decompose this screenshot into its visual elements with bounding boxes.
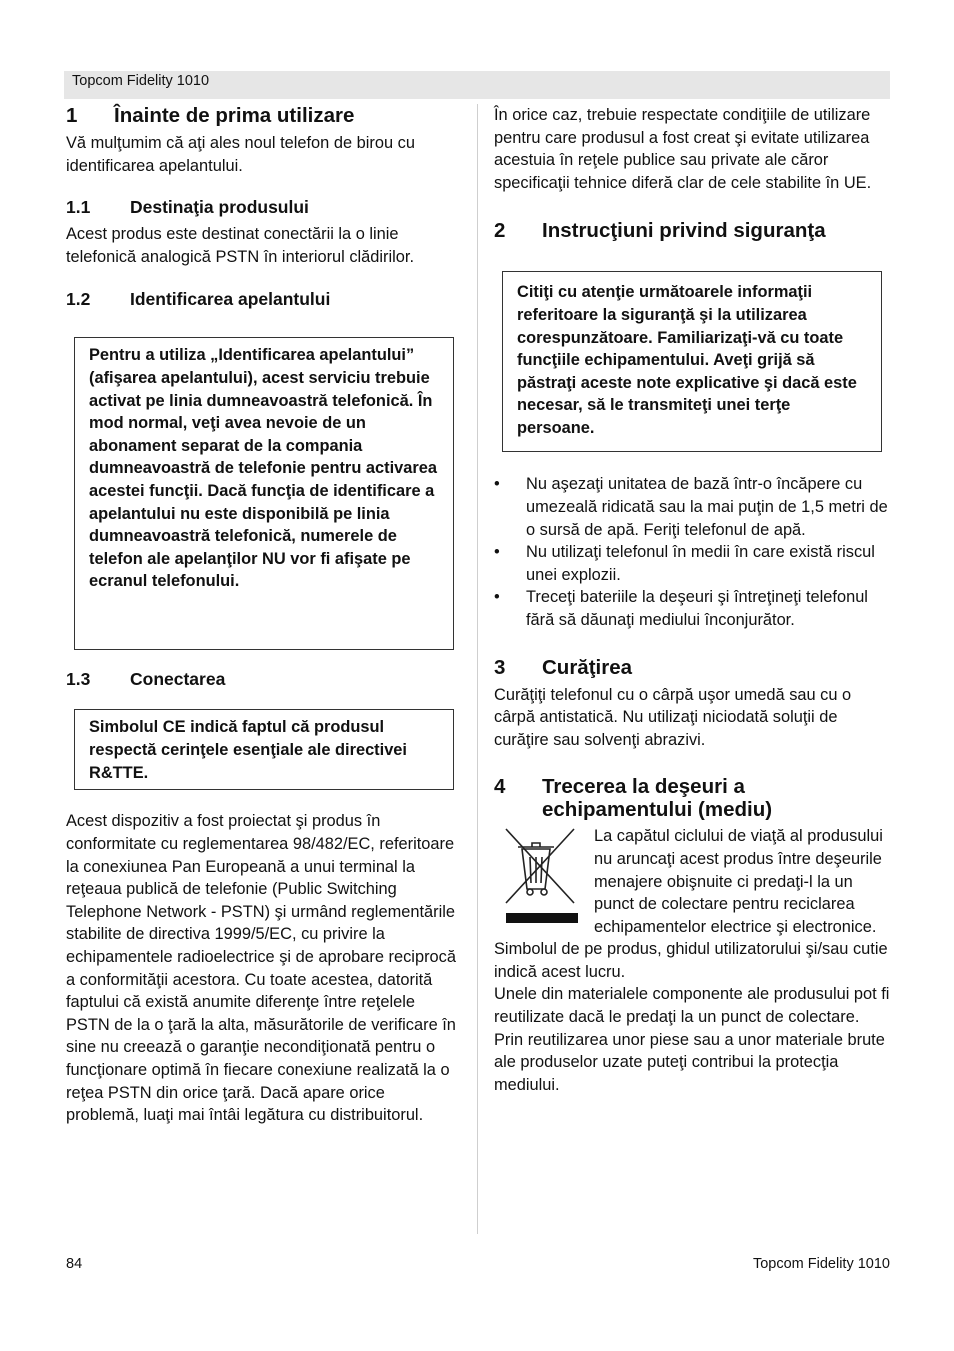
list-item-text: Nu aşezaţi unitatea de bază într-o încăpere cu umezeală ridicată sau la mai puţin de 1,5 metri de o sursă de apă. Feriţi telefonul de apă. xyxy=(526,475,888,539)
section-title: Conectarea xyxy=(130,669,226,690)
section-number: 4 xyxy=(494,775,506,799)
ce-notice-box xyxy=(74,709,454,790)
footer-title: Topcom Fidelity 1010 xyxy=(752,1256,890,1272)
ce-notice-text: Simbolul CE indică faptul că produsul respectă cerinţele esenţiale ale directivei R&TTE. xyxy=(89,718,407,782)
running-header xyxy=(64,71,890,99)
safety-notice-text: Citiţi cu atenţie următoarele informaţii referitoare la siguranţă şi la utilizarea corespunzătoare. Familiarizaţi-vă cu toate funcţiile echipamentului. Aveţi grijă să păstraţi aceste note explicative şi dacă este necesar, să le transmiteţi unei terţe persoane. xyxy=(517,283,857,437)
section-title: Trecerea la deşeuri a echipamentului (mediu) xyxy=(542,775,773,822)
section-1-heading xyxy=(66,104,460,127)
section-1-1-heading xyxy=(66,196,460,218)
disposal-text-2: Unele din materialele componente ale produsului pot fi reutilizate dacă le predaţi la un punct de colectare. Prin reutilizarea unor piese sau a unor materiale brute ale produselor uzate puteţi contribui la protecţia mediului. xyxy=(494,985,890,1094)
caller-id-notice-text: Pentru a utiliza „Identificarea apelantului” (afişarea apelantului), acest serviciu trebuie activat pe linia dumneavoastră telefonică. În mod normal, veţi avea nevoie de un abonament separat de la compania dumneavoastră de telefonie pentru activarea acestei funcţii. Dacă funcţia de identificare a apelantului nu este disponibilă pe linia dumneavoastră telefonică, numerele de telefon ale apelanţilor NU vor fi afişate pe ecranul telefonului. xyxy=(89,346,437,591)
safety-notice-box xyxy=(502,271,882,452)
section-1-intro: Vă mulţumim că aţi ales noul telefon de birou cu identificarea apelantului. xyxy=(66,134,415,175)
section-number: 1.3 xyxy=(66,669,91,690)
crossed-out-wheelie-bin-icon xyxy=(494,825,578,933)
section-title: Identificarea apelantului xyxy=(130,289,331,310)
disposal-text-1: La capătul ciclului de viaţă al produsului nu aruncaţi acest produs între deşeurile menajere obişnuite ci predaţi-l la un punct de colectare pentru reciclarea echipamentelor electrice şi electronice. Simbolul de pe produs, ghidul utilizatorului şi/sau cutie indică acest lucru. xyxy=(494,827,888,981)
right-column xyxy=(494,104,890,1096)
bullet: • xyxy=(494,543,500,562)
list-item xyxy=(494,586,890,631)
safety-list xyxy=(494,473,890,631)
section-title: Destinaţia produsului xyxy=(130,197,309,218)
section-number: 1.2 xyxy=(66,289,91,310)
section-number: 1 xyxy=(66,104,78,127)
section-3-heading xyxy=(494,656,890,679)
list-item-text: Nu utilizaţi telefonul în medii în care există riscul unei explozii. xyxy=(526,543,875,584)
list-item xyxy=(494,541,890,586)
caller-id-notice-box xyxy=(74,337,454,650)
section-title: Curăţirea xyxy=(542,655,633,679)
list-item-text: Treceţi bateriile la deşeuri şi întreţineţi telefonul fără să dăunaţi mediului înconjurător. xyxy=(526,588,868,629)
bullet: • xyxy=(494,588,500,607)
section-4-heading xyxy=(494,775,890,821)
bullet: • xyxy=(494,475,500,494)
section-1-3-heading xyxy=(66,668,460,690)
section-3-text: Curăţiţi telefonul cu o cârpă uşor umedă sau cu o cârpă antistatică. Nu utilizaţi niciodată soluţii de curăţire sau solvenţi abrazivi. xyxy=(494,685,852,749)
section-1-3-text: Acest dispozitiv a fost proiectat şi produs în conformitate cu reglementarea 98/482/EC, referitoare la conexiunea Pan Europeană a unui terminal la reţeaua publică de telefonie (Public Switching Telephone Network - PSTN) şi urmând reglementările stabilite de directiva 1999/5/EC, cu privire la echipamentele radioelectrice şi de aprobare reciprocă a conformităţii acestora. Cu toate acestea, datorită faptului că există anumite diferenţe între reţelele PSTN de la o ţară la alta, măsurătorile de verificare în sine nu creează o garanţie necondiţionată pentru o funcţionare optimă în fiecare conexiune realizată la o reţea PSTN din orice ţară. Dacă apare orice problemă, luaţi mai întâi legătura cu distribuitorul. xyxy=(66,812,456,1125)
section-1-2-heading xyxy=(66,288,460,310)
section-number: 3 xyxy=(494,655,506,679)
right-intro: În orice caz, trebuie respectate condiţiile de utilizare pentru care produsul a fost creat şi evitate utilizarea acestuia în reţele publice sau private ale căror specificaţii tehnice diferă clar de cele stabilite în UE. xyxy=(494,106,872,192)
section-1-1-text: Acest produs este destinat conectării la o linie telefonică analogică PSTN în interiorul clădirilor. xyxy=(66,225,415,266)
section-title: Înainte de prima utilizare xyxy=(114,104,355,127)
disposal-block xyxy=(494,825,890,1096)
section-number: 1.1 xyxy=(66,197,91,218)
page-number: 84 xyxy=(66,1256,83,1272)
left-column xyxy=(66,104,460,1127)
section-title: Instrucţiuni privind siguranţa xyxy=(542,219,826,243)
list-item xyxy=(494,473,890,541)
header-title: Topcom Fidelity 1010 xyxy=(72,73,210,89)
section-number: 2 xyxy=(494,219,506,243)
column-divider xyxy=(477,104,478,1234)
section-2-heading xyxy=(494,219,890,242)
